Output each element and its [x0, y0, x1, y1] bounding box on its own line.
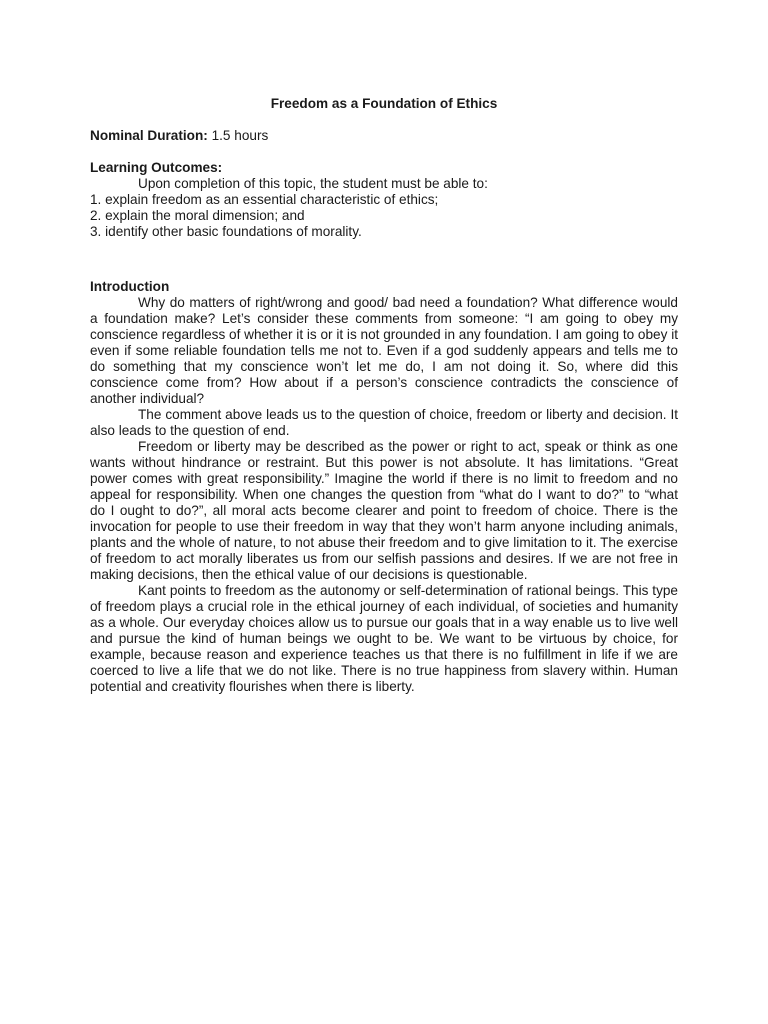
duration-value: 1.5 hours: [207, 128, 269, 143]
outcome-item: 3. identify other basic foundations of morality.: [90, 224, 362, 239]
outcomes-list: [90, 192, 678, 240]
outcome-item: 2. explain the moral dimension; and: [90, 208, 305, 223]
document-title: Freedom as a Foundation of Ethics: [270, 96, 498, 111]
paragraph: Kant points to freedom as the autonomy or self-determination of rational beings. This type of freedom plays a crucial role in the ethical journey of each individual, of societies and humanity as a whole. Our everyday choices allow us to pursue our goals that in a way enable us to live well and pursue the kind of human beings we ought to be. We want to be virtuous by choice, for example, because reason and experience teaches us that there is no fulfillment in life if we are coerced to live a life that we do not like. There is no true happiness from slavery within. Human potential and creativity flourishes when there is liberty.: [90, 583, 678, 694]
introduction-heading: Introduction: [90, 279, 170, 294]
outcomes-intro: Upon completion of this topic, the student must be able to:: [138, 176, 488, 191]
outcomes-heading: Learning Outcomes:: [90, 160, 223, 175]
learning-outcomes: [90, 160, 678, 240]
duration-label: Nominal Duration:: [90, 128, 208, 143]
paragraph: Why do matters of right/wrong and good/ bad need a foundation? What difference would a foundation make? Let’s consider these comments from someone: “I am going to obey my conscience regardless of whether it is or it is not grounded in any foundation. I am going to obey it even if some reliable foundation tells me not to. Even if a god suddenly appears and tells me to do something that my conscience won’t let me do, I am not doing it. So, where did this conscience come from? How about if a person’s conscience contradicts the conscience of another individual?: [90, 295, 678, 406]
outcome-item: 1. explain freedom as an essential characteristic of ethics;: [90, 192, 439, 207]
paragraph: The comment above leads us to the question of choice, freedom or liberty and decision. It also leads to the question of end.: [90, 407, 678, 438]
nominal-duration: [90, 128, 678, 144]
document-page: [90, 96, 678, 695]
paragraph: Freedom or liberty may be described as the power or right to act, speak or think as one wants without hindrance or restraint. But this power is not absolute. It has limitations. “Great power comes with great responsibility.” Imagine the world if there is no limit to freedom and no appeal for responsibility. When one changes the question from “what do I want to do?” to “what do I ought to do?”, all moral acts become clearer and point to freedom of choice. There is the invocation for people to use their freedom in way that they won’t harm anyone including animals, plants and the whole of nature, to not abuse their freedom and to give limitation to it. The exercise of freedom to act morally liberates us from our selfish passions and desires. If we are not free in making decisions, then the ethical value of our decisions is questionable.: [90, 439, 678, 582]
